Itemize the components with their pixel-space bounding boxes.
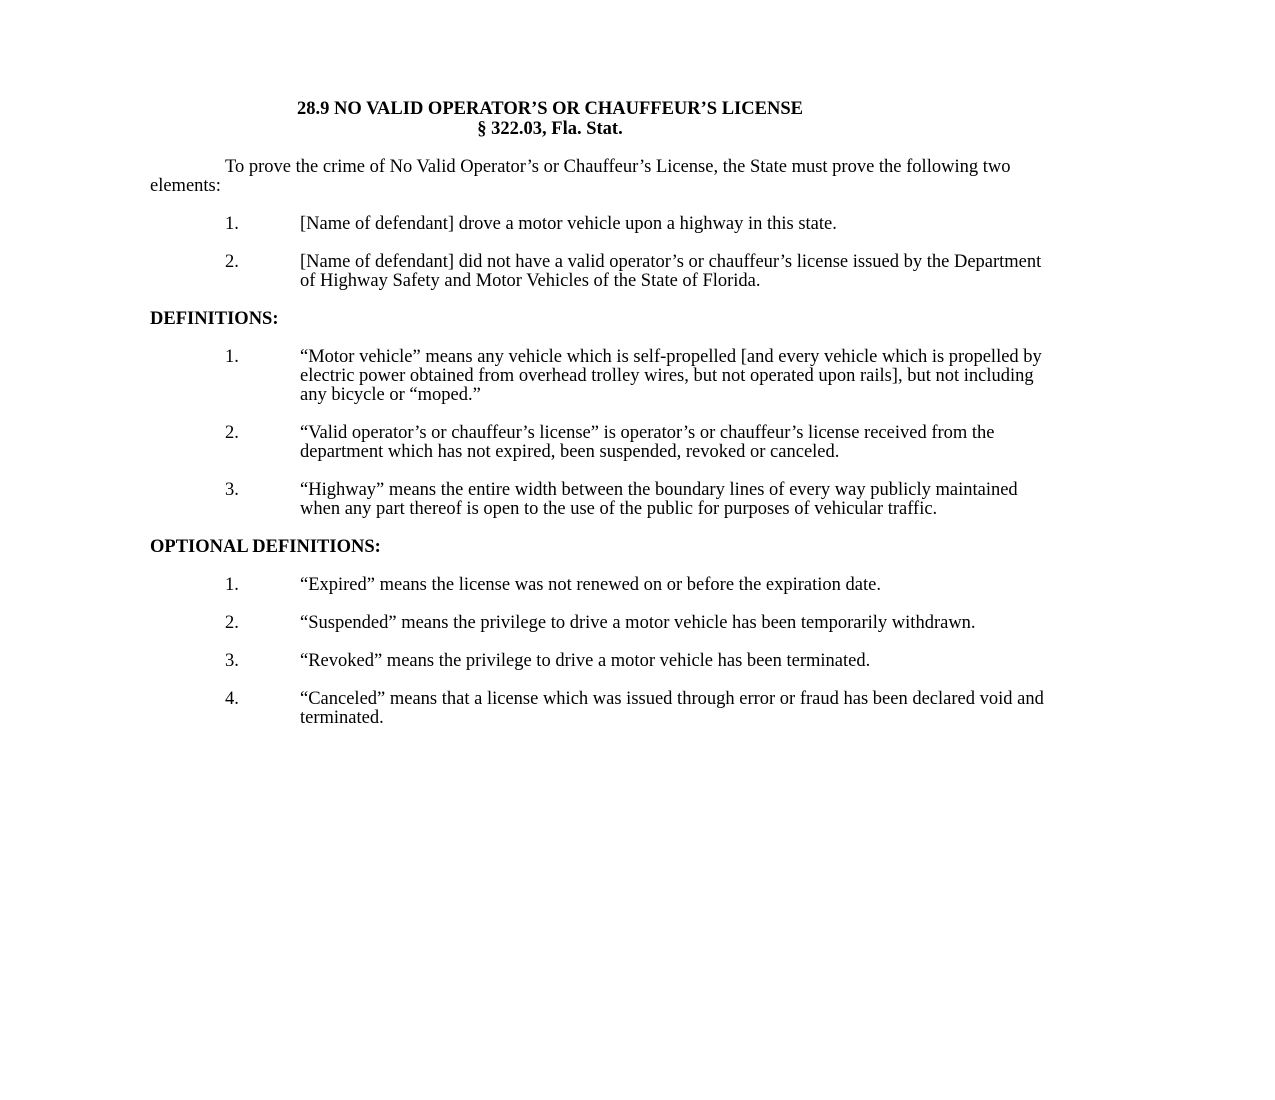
- optional-definition-text: “Revoked” means the privilege to drive a motor vehicle has been terminated.: [300, 651, 871, 671]
- definition-text: “Valid operator’s or chauffeur’s license” is operator’s or chauffeur’s license received from the department which has not expired, been suspended, revoked or canceled.: [300, 423, 995, 462]
- element-text: [Name of defendant] drove a motor vehicle upon a highway in this state.: [300, 214, 837, 234]
- definition-text: “Highway” means the entire width between the boundary lines of every way publicly maintained when any part thereof is open to the use of the public for purposes of vehicular traffic.: [300, 480, 1018, 519]
- element-number: 1.: [225, 214, 239, 234]
- definitions-heading: DEFINITIONS:: [150, 309, 279, 329]
- definition-item: [150, 348, 1050, 405]
- optional-definitions-heading: OPTIONAL DEFINITIONS:: [150, 537, 381, 557]
- optional-definition-number: 4.: [225, 689, 239, 709]
- document-page: [150, 99, 1050, 747]
- optional-definitions-list: [150, 576, 1050, 728]
- optional-definition-number: 1.: [225, 575, 239, 595]
- definitions-list: [150, 348, 1050, 519]
- definition-item: [150, 481, 1050, 519]
- element-item: [150, 253, 1050, 291]
- definition-item: [150, 424, 1050, 462]
- elements-list: [150, 215, 1050, 291]
- optional-definition-item: [150, 614, 1050, 633]
- intro-paragraph: To prove the crime of No Valid Operator’s or Chauffeur’s License, the State must prove the following two elements:: [150, 157, 1011, 196]
- optional-definition-item: [150, 690, 1050, 728]
- definition-number: 1.: [225, 347, 239, 367]
- element-number: 2.: [225, 252, 239, 272]
- element-text: [Name of defendant] did not have a valid operator’s or chauffeur’s license issued by the Department of Highway Safety and Motor Vehicles of the State of Florida.: [300, 252, 1042, 291]
- definition-number: 3.: [225, 480, 239, 500]
- optional-definition-item: [150, 652, 1050, 671]
- title-line-2: § 322.03, Fla. Stat.: [477, 119, 623, 139]
- optional-definition-item: [150, 576, 1050, 595]
- optional-definition-number: 2.: [225, 613, 239, 633]
- element-item: [150, 215, 1050, 234]
- optional-definition-text: “Canceled” means that a license which was issued through error or fraud has been declared void and terminated.: [300, 689, 1044, 728]
- optional-definition-number: 3.: [225, 651, 239, 671]
- optional-definition-text: “Expired” means the license was not renewed on or before the expiration date.: [300, 575, 881, 595]
- optional-definition-text: “Suspended” means the privilege to drive a motor vehicle has been temporarily withdrawn.: [300, 613, 976, 633]
- definition-text: “Motor vehicle” means any vehicle which is self-propelled [and every vehicle which is propelled by electric power obtained from overhead trolley wires, but not operated upon rails], but not including any bicycle or “moped.”: [300, 347, 1042, 405]
- definition-number: 2.: [225, 423, 239, 443]
- title-line-1: 28.9 NO VALID OPERATOR’S OR CHAUFFEUR’S LICENSE: [297, 99, 803, 119]
- document-title: [100, 99, 1000, 139]
